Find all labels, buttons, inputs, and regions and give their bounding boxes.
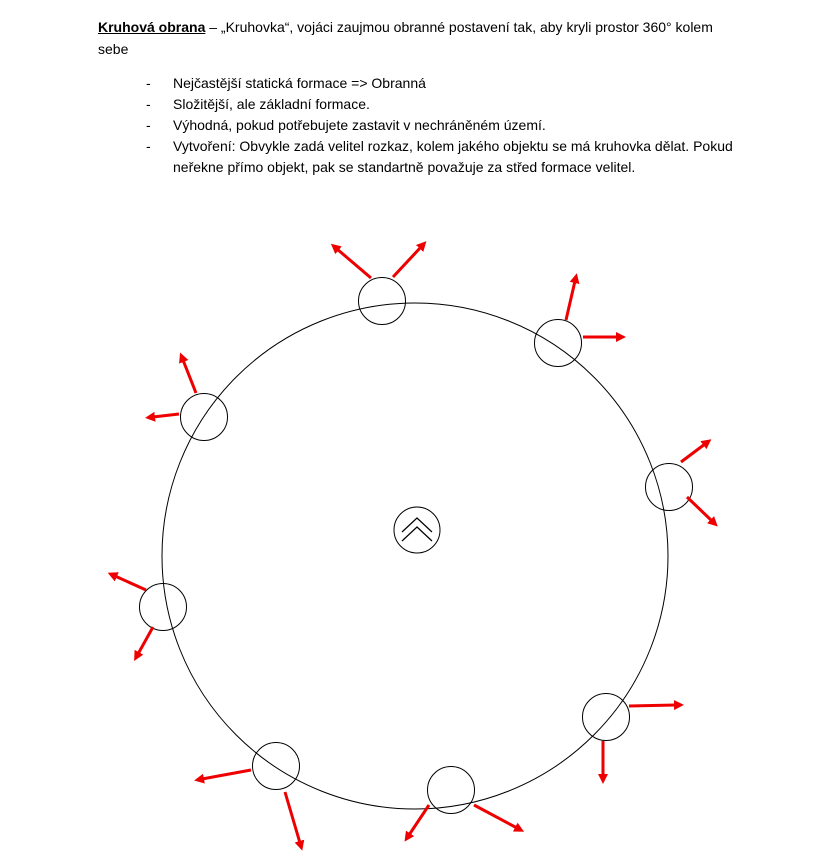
direction-arrow-icon <box>183 360 196 393</box>
bullet-dash: - <box>146 75 151 91</box>
soldier-circle <box>646 464 693 511</box>
bullet-text: Vytvoření: Obvykle zadá velitel rozkaz, kolem jakého objektu se má kruhovka dělat. Pokud neřekne přímo objekt, pak se standartně považuje za střed formace velitel. <box>173 138 733 175</box>
direction-arrow-icon <box>202 770 251 779</box>
soldier-circle <box>140 584 187 631</box>
double-chevron-up-icon <box>394 507 440 553</box>
direction-arrow-icon <box>285 792 300 843</box>
direction-arrow-icon <box>687 497 712 521</box>
direction-arrow-icon <box>153 414 179 417</box>
direction-arrow-icon <box>337 249 371 278</box>
intro-text: – „Kruhovka“, vojáci zaujmou obranné postavení tak, aby kryli prostor 360° kolem sebe <box>98 19 713 57</box>
bullet-dash: - <box>146 138 151 154</box>
direction-arrow-icon <box>115 576 146 590</box>
bullet-text: Nejčastější statická formace => Obranná <box>173 75 426 91</box>
soldier-circle <box>583 694 630 741</box>
soldier-circle <box>253 743 300 790</box>
bullet-text: Výhodná, pokud potřebujete zastavit v nechráněném území. <box>173 117 546 133</box>
direction-arrow-icon <box>681 444 705 462</box>
bullet-dash: - <box>146 117 151 133</box>
term-heading: Kruhová obrana <box>98 19 206 35</box>
bullet-dash: - <box>146 96 151 112</box>
bullet-text: Složitější, ale základní formace. <box>173 96 370 112</box>
soldier-circle <box>535 320 582 367</box>
direction-arrow-icon <box>629 705 676 706</box>
direction-arrow-icon <box>393 247 421 277</box>
direction-arrow-icon <box>566 281 575 320</box>
direction-arrow-icon <box>474 805 517 828</box>
direction-arrow-icon <box>138 627 153 654</box>
soldier-circle <box>359 278 406 325</box>
direction-arrow-icon <box>409 805 429 835</box>
perimeter-circle <box>162 303 668 809</box>
